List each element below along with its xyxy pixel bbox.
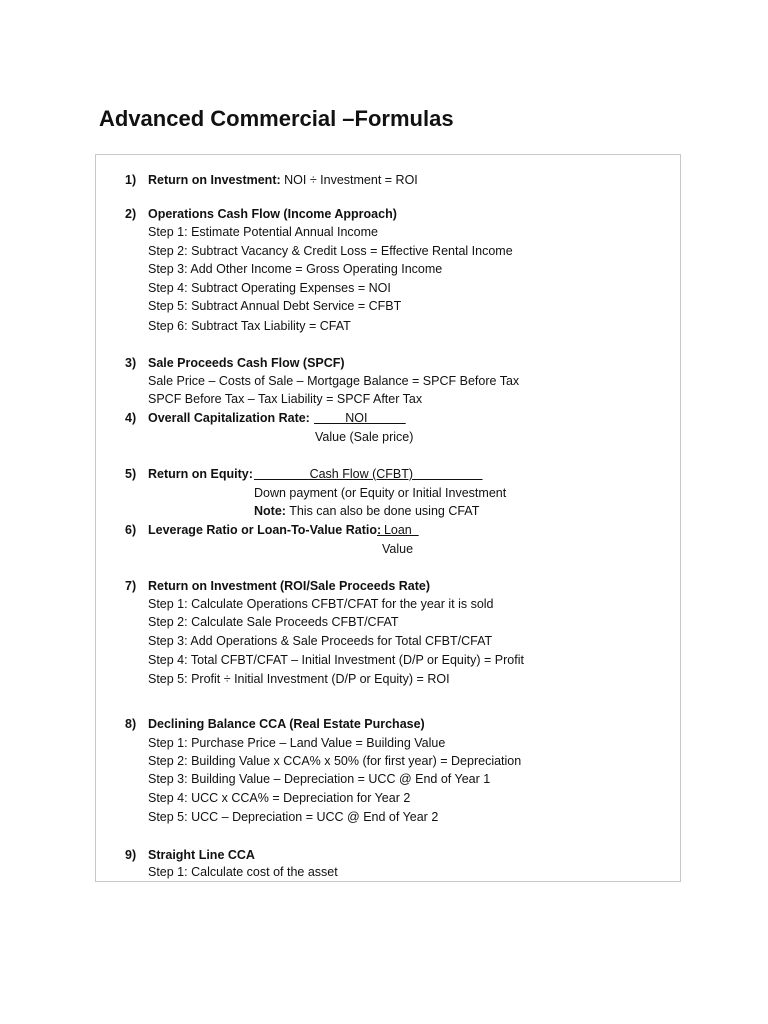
note-text: This can also be done using CFAT	[285, 504, 480, 518]
roi-sale-step: Step 1: Calculate Operations CFBT/CFAT for the year it is sold	[148, 597, 494, 611]
spcf-line: SPCF Before Tax – Tax Liability = SPCF After Tax	[148, 392, 423, 406]
roi-sale-heading: Return on Investment (ROI/Sale Proceeds Rate)	[148, 579, 431, 593]
roe-heading: Return on Equity:	[148, 467, 253, 481]
item-number: 4)	[125, 411, 137, 425]
spcf-heading: Sale Proceeds Cash Flow (SPCF)	[148, 356, 345, 370]
ocf-step: Step 4: Subtract Operating Expenses = NOI	[148, 281, 391, 295]
cca-step: Step 2: Building Value x CCA% x 50% (for first year) = Depreciation	[148, 754, 522, 768]
cca-step: Step 5: UCC – Depreciation = UCC @ End of Year 2	[148, 810, 439, 824]
roi-formula	[148, 171, 418, 189]
roe-denominator: Down payment (or Equity or Initial Investment	[254, 486, 507, 500]
ocf-step: Step 6: Subtract Tax Liability = CFAT	[148, 319, 351, 333]
roi-sale-step: Step 3: Add Operations & Sale Proceeds for Total CFBT/CFAT	[148, 634, 493, 648]
ocf-step: Step 3: Add Other Income = Gross Operating Income	[148, 262, 443, 276]
cap-rate-numerator: NOI	[314, 411, 406, 425]
item-number: 9)	[125, 848, 137, 862]
item-number: 7)	[125, 579, 137, 593]
roi-heading: Return on Investment:	[148, 173, 281, 187]
item-number: 3)	[125, 356, 137, 370]
cca-step: Step 3: Building Value – Depreciation = UCC @ End of Year 1	[148, 772, 491, 786]
cca-step: Step 4: UCC x CCA% = Depreciation for Year 2	[148, 791, 411, 805]
roi-text: NOI ÷ Investment = ROI	[280, 173, 418, 187]
ltv-numerator: Loan	[377, 523, 419, 537]
item-number: 2)	[125, 207, 137, 221]
roe-note	[254, 502, 479, 520]
spcf-line: Sale Price – Costs of Sale – Mortgage Balance = SPCF Before Tax	[148, 374, 520, 388]
formulas-box	[95, 154, 681, 882]
page-title: Advanced Commercial –Formulas	[99, 106, 454, 131]
ocf-heading: Operations Cash Flow (Income Approach)	[148, 207, 397, 221]
item-number: 6)	[125, 523, 137, 537]
straight-line-heading: Straight Line CCA	[148, 848, 255, 862]
item-number: 5)	[125, 467, 137, 481]
ocf-step: Step 1: Estimate Potential Annual Income	[148, 225, 378, 239]
item-number: 1)	[125, 173, 137, 187]
cca-step: Step 1: Purchase Price – Land Value = Building Value	[148, 736, 446, 750]
roi-sale-step: Step 2: Calculate Sale Proceeds CFBT/CFAT	[148, 615, 399, 629]
straight-line-step: Step 1: Calculate cost of the asset	[148, 865, 338, 879]
cap-rate-heading: Overall Capitalization Rate:	[148, 411, 310, 425]
cap-rate-denominator: Value (Sale price)	[315, 430, 414, 444]
ltv-heading: Leverage Ratio or Loan-To-Value Ratio:	[148, 523, 382, 537]
roe-numerator: Cash Flow (CFBT)	[254, 467, 483, 481]
ocf-step: Step 2: Subtract Vacancy & Credit Loss = Effective Rental Income	[148, 244, 513, 258]
item-number: 8)	[125, 717, 137, 731]
roi-sale-step: Step 4: Total CFBT/CFAT – Initial Investment (D/P or Equity) = Profit	[148, 653, 524, 667]
cca-heading: Declining Balance CCA (Real Estate Purchase)	[148, 717, 425, 731]
note-label: Note:	[254, 504, 286, 518]
ltv-denominator: Value	[382, 542, 414, 556]
roi-sale-step: Step 5: Profit ÷ Initial Investment (D/P or Equity) = ROI	[148, 672, 450, 686]
ocf-step: Step 5: Subtract Annual Debt Service = CFBT	[148, 299, 402, 313]
